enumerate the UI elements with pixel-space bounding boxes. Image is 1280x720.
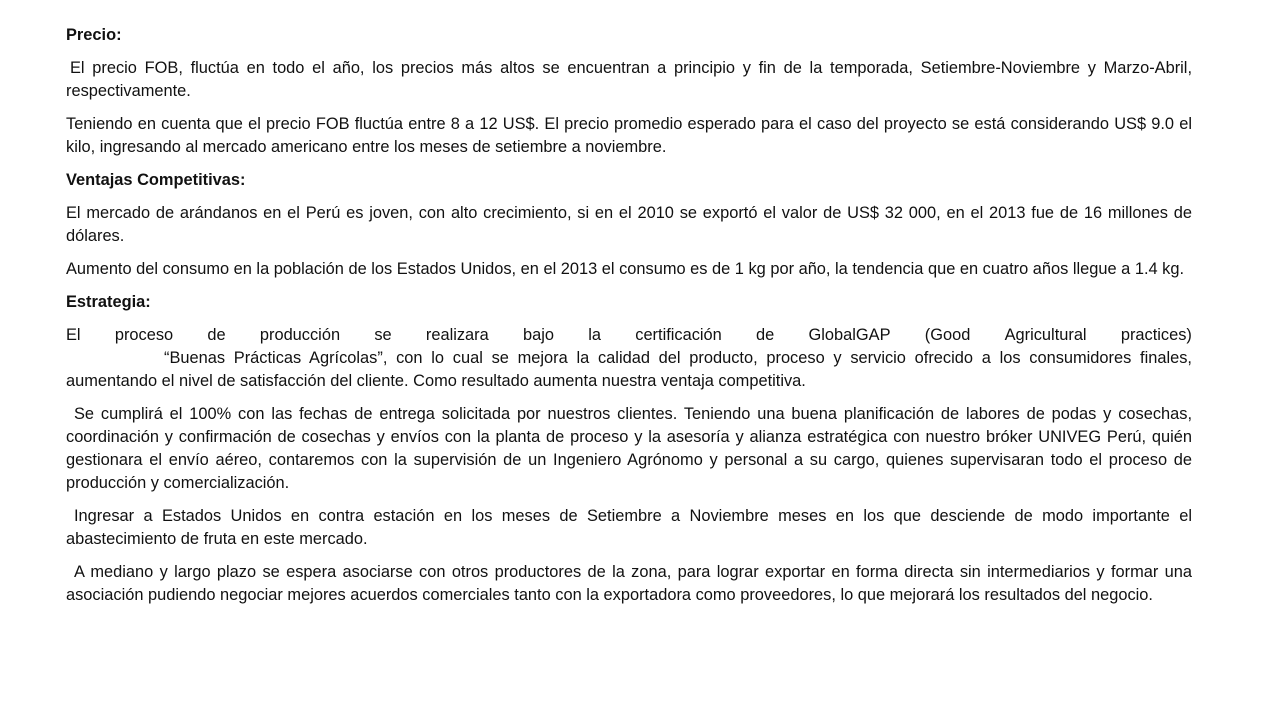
precio-paragraph-1: El precio FOB, fluctúa en todo el año, los precios más altos se encuentran a principio y fin de la temporada, Setiembre-Noviembre y Marzo-Abril, respectivamente. — [66, 59, 1192, 100]
word: producción — [259, 326, 341, 344]
precio-heading: Precio: — [66, 26, 122, 44]
word: GlobalGAP — [808, 326, 891, 344]
estrategia-paragraph-3: Ingresar a Estados Unidos en contra estación en los meses de Setiembre a Noviembre meses en los que desciende de modo importante el abastecimiento de fruta en este mercado. — [66, 507, 1192, 548]
word: Agricultural — [1004, 326, 1087, 344]
word: de — [756, 326, 775, 344]
word: certificación — [635, 326, 722, 344]
word: bajo — [522, 326, 554, 344]
estrategia-paragraph-4: A mediano y largo plazo se espera asociarse con otros productores de la zona, para lograr exportar en forma directa sin intermediarios y formar una asociación pudiendo negociar mejores acuerdos comerciales tanto con la exportadora como proveedores, lo que mejorará los resultados del negocio. — [66, 563, 1192, 604]
estrategia-paragraph-1-text: “Buenas Prácticas Agrícolas”, con lo cual se mejora la calidad del producto, proceso y servicio ofrecido a los consumidores finales, aumentando el nivel de satisfacción del cliente. Como resultado aumenta nuestra ventaja competitiva. — [66, 349, 1192, 390]
ventajas-heading: Ventajas Competitivas: — [66, 171, 246, 189]
word: El — [66, 326, 81, 344]
estrategia-paragraph-2: Se cumplirá el 100% con las fechas de entrega solicitada por nuestros clientes. Teniendo una buena planificación de labores de podas y cosechas, coordinación y confirmación de cosechas y envíos con la planta de proceso y la asesoría y alianza estratégica con nuestro bróker UNIVEG Perú, quién gestionara el envío aéreo, contaremos con la supervisión de un Ingeniero Agrónomo y personal a su cargo, quienes supervisaran todo el proceso de producción y comercialización. — [66, 405, 1192, 492]
word: se — [374, 326, 392, 344]
word: proceso — [114, 326, 174, 344]
word: realizara — [425, 326, 489, 344]
estrategia-paragraph-1-continued — [66, 347, 1192, 393]
precio-paragraph-2: Teniendo en cuenta que el precio FOB fluctúa entre 8 a 12 US$. El precio promedio esperado para el caso del proyecto se está considerando US$ 9.0 el kilo, ingresando al mercado americano entre los meses de setiembre a noviembre. — [66, 115, 1192, 156]
estrategia-heading: Estrategia: — [66, 293, 151, 311]
word: de — [207, 326, 226, 344]
ventajas-paragraph-2: Aumento del consumo en la población de los Estados Unidos, en el 2013 el consumo es de 1 kg por año, la tendencia que en cuatro años llegue a 1.4 kg. — [66, 260, 1185, 278]
estrategia-paragraph-1-first-line — [66, 324, 1192, 347]
word: practices) — [1120, 326, 1192, 344]
word: (Good — [924, 326, 971, 344]
ventajas-paragraph-1: El mercado de arándanos en el Perú es joven, con alto crecimiento, si en el 2010 se exportó el valor de US$ 32 000, en el 2013 fue de 16 millones de dólares. — [66, 204, 1192, 245]
word: la — [588, 326, 601, 344]
